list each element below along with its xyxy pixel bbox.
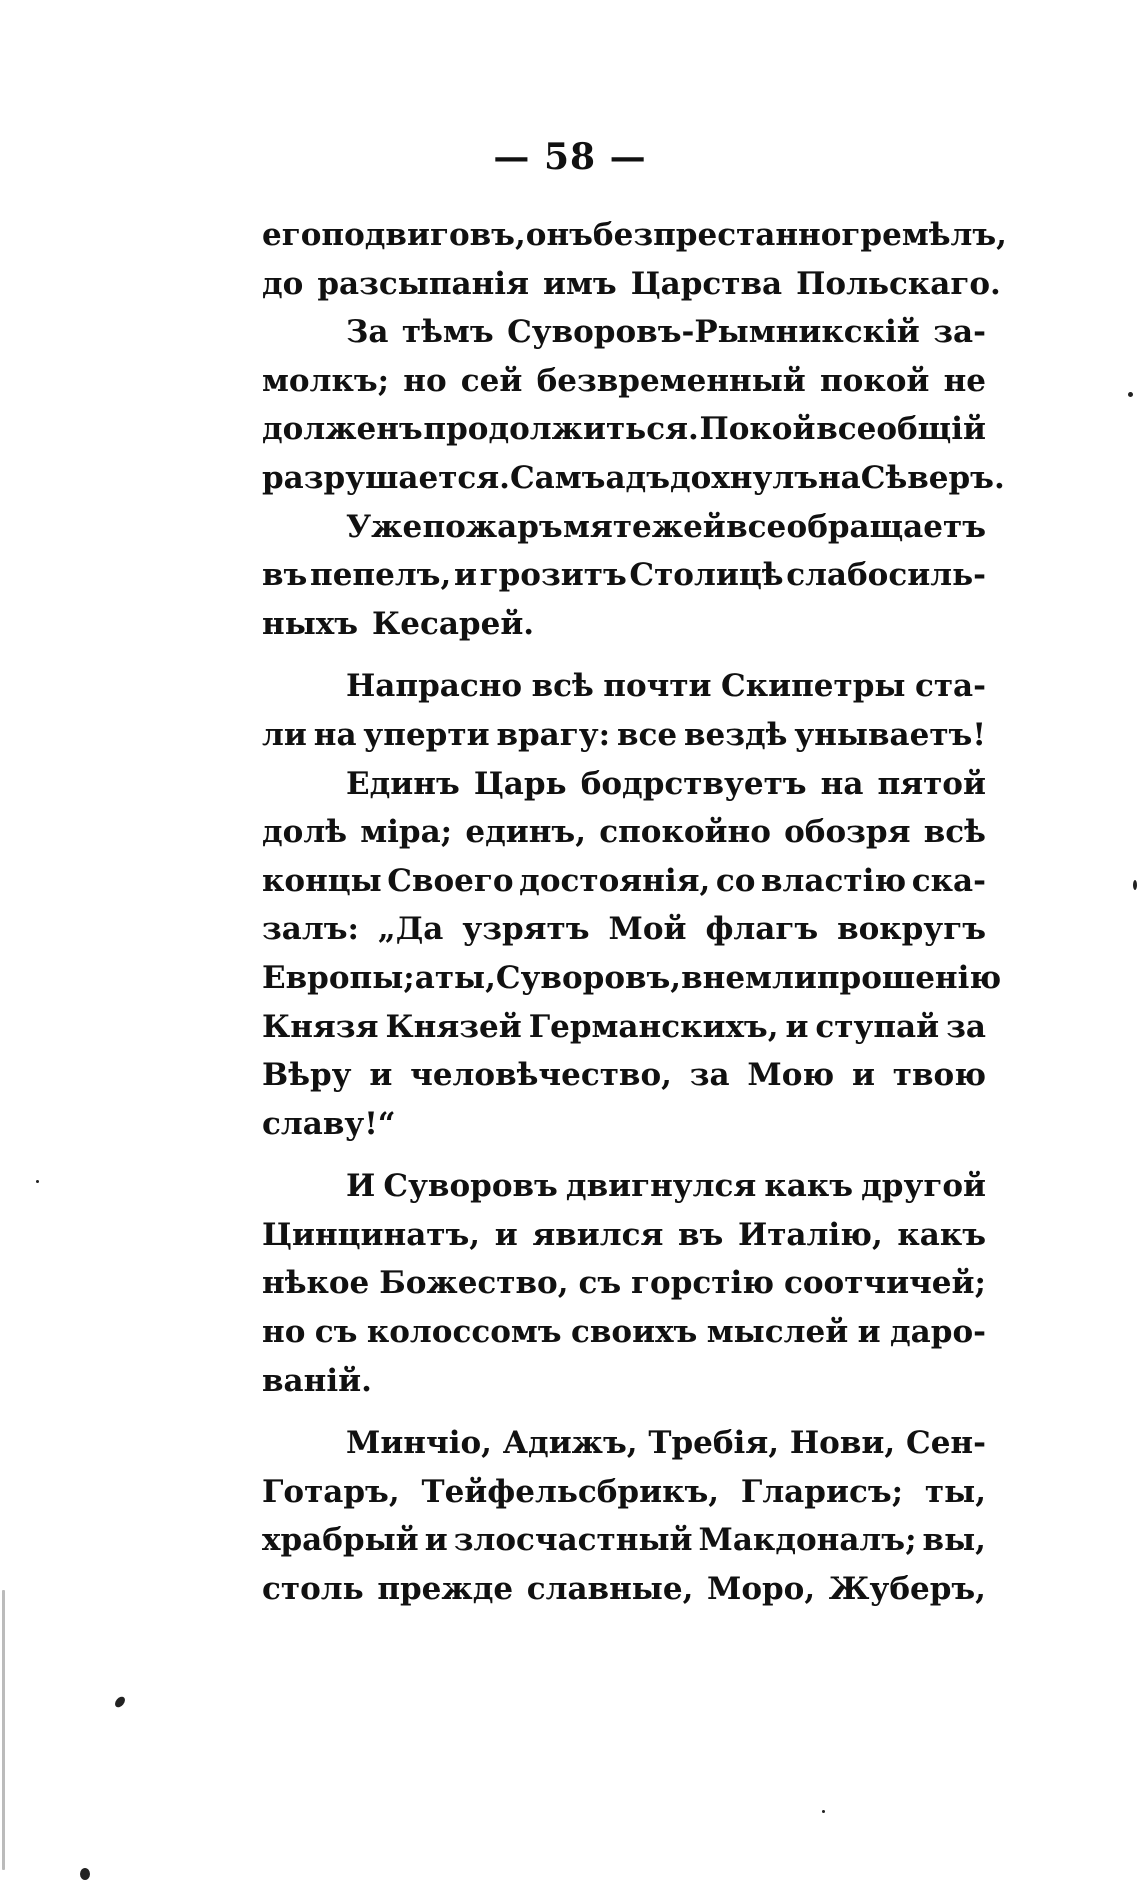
word: пепелъ, [310,557,452,594]
word: даро- [890,1314,986,1351]
word: адъ [605,459,670,496]
word: какъ [897,1216,986,1253]
text-line [262,911,986,960]
word: Тейфельсбрикъ, [421,1473,720,1510]
word: другой [861,1168,986,1205]
text-line [262,265,1001,315]
word: ста- [914,668,986,705]
text-line [262,959,1002,1009]
word: грозитъ [479,557,627,594]
text-line [262,1363,986,1412]
word: подвиговъ, [321,217,526,253]
body-text [262,217,1007,1620]
word: ступай [815,1008,940,1045]
word: Князей [385,1008,522,1045]
word: обозря [784,814,911,851]
text-line [262,717,986,766]
scan-speck [80,1868,90,1880]
word: съ [578,1265,622,1302]
word: унываетъ! [794,716,986,753]
word: Напрасно [346,668,523,705]
word: храбрый [262,1522,419,1559]
word: на [817,459,861,496]
word: нѣкое [262,1265,370,1302]
word: Италію, [737,1216,883,1253]
word: соотчичей; [783,1265,986,1302]
word: славу!“ [262,1105,396,1142]
word: колоссомъ [366,1314,562,1351]
word: молкъ; [262,362,390,399]
word: Скипетры [721,668,906,705]
text-line [262,606,986,655]
word: спокойно [599,814,771,851]
text-line [262,1474,986,1523]
word: Минчіо, [346,1425,492,1462]
word: столь [262,1571,364,1608]
word: человѣчество, [410,1057,672,1094]
text-line [262,1314,986,1363]
word: со [715,862,756,899]
word: За [346,314,389,351]
text-line [262,363,986,412]
word: Моро, [707,1571,816,1608]
word: вокругъ [837,911,986,948]
word: разсыпанія [317,265,529,302]
word: но [262,1314,306,1351]
word: ты, [924,1473,986,1510]
word: съ [314,1314,358,1351]
word: Жуберъ, [828,1571,986,1608]
text-line [262,668,986,717]
word: Адижъ, [502,1425,638,1462]
word: Кесарей. [372,605,535,642]
word: прежде [377,1571,514,1608]
word: горстію [631,1265,775,1302]
word: узрятъ [462,911,590,948]
word: все [726,508,787,545]
word: не [943,362,986,399]
word: на [820,765,864,802]
word: Нови, [789,1425,896,1462]
word: ли [262,716,307,753]
word: Мой [608,911,687,948]
text-line [262,814,986,863]
word: бодрствуетъ [580,765,807,802]
word: Уже [346,508,423,545]
scan-speck [2,1590,5,1870]
word: сей [460,362,523,399]
word: тѣмъ [401,314,494,351]
word: мыслей [706,1314,849,1351]
word: и [785,1008,809,1045]
word: ска- [911,862,986,899]
word: разрушается. [262,459,510,496]
word: на [313,716,357,753]
word: Столицѣ [629,557,784,594]
word: Польскаго. [796,265,1001,302]
text-line [262,766,986,815]
word: и [851,1057,875,1094]
word: злосчастный [453,1522,693,1559]
word: явился [532,1216,664,1253]
word: его [262,217,322,253]
word: ныхъ [262,605,359,642]
word: продолжиться. [423,411,699,448]
word: Вѣру [262,1057,352,1094]
word: за- [933,314,986,351]
word: и [857,1314,881,1351]
text-line [262,1009,986,1058]
word: Суворовъ [383,1168,558,1205]
word: двигнулся [565,1168,757,1205]
text-line [262,411,986,460]
word: уперти [363,716,490,753]
word: вездѣ [683,716,788,753]
word: Требія, [648,1425,780,1462]
word: за [689,1057,730,1094]
text-line [262,217,1007,266]
word: и [369,1057,393,1094]
word: Своего [387,862,514,899]
text-line [262,1571,986,1620]
scan-speck [1128,392,1133,397]
scan-speck [1133,880,1137,890]
word: флагъ [705,911,819,948]
word: врагу: [496,716,611,753]
word: Макдоналъ; [698,1522,917,1559]
word: пятой [877,765,986,802]
word: Князя [262,1008,379,1045]
word: обращаетъ [786,508,986,545]
word: покой [819,362,930,399]
word: и [494,1216,518,1253]
word: за [946,1008,986,1045]
text-line [262,1217,986,1266]
word: безвременный [536,362,806,399]
word: и [424,1522,448,1559]
text-line [262,1265,986,1314]
word: имъ [543,265,617,302]
word: какъ [764,1168,854,1205]
word: до [262,265,304,302]
text-line [262,1168,986,1217]
word: славные, [526,1571,694,1608]
word: въ [262,557,308,594]
word: всѣ [923,814,986,851]
word: Мою [747,1057,835,1094]
scan-speck [113,1695,127,1709]
word: Цинцинатъ, [262,1216,481,1253]
scan-speck [822,1810,825,1813]
word: Гларисъ; [740,1473,904,1510]
word: пожаръ [422,508,563,545]
word: мятежей [563,508,726,545]
word: Суворовъ, [495,959,682,996]
page-number: — 58 — [493,136,647,178]
word: Самъ [509,459,606,496]
word: всеобщій [816,411,986,448]
word: долѣ [262,814,347,851]
word: въ [678,1216,724,1253]
text-line [262,1522,986,1571]
word: безпрестанно [592,217,842,253]
word: Божество, [379,1265,569,1302]
word: онъ [525,217,593,253]
word: Покой [699,411,816,448]
word: но [403,362,447,399]
word: всѣ [531,668,594,705]
word: Сен- [906,1425,986,1462]
word: Царь [473,765,567,802]
word: Царства [630,265,783,302]
word: дохнулъ [669,459,818,496]
word: и [453,557,477,594]
word: Готаръ, [262,1473,400,1510]
word: слабосиль- [786,557,986,594]
word: Германскихъ, [528,1008,779,1045]
word: гремѣлъ, [841,217,1007,253]
word: „Да [377,911,444,948]
scan-speck [36,1180,39,1183]
text-line [262,863,986,912]
word: властію [761,862,907,899]
word: достоянія, [519,862,711,899]
word: своихъ [570,1314,698,1351]
word: Единъ [346,765,460,802]
text-line [262,1057,986,1106]
text-line [262,314,986,363]
word: концы [262,862,382,899]
word: единъ, [465,814,586,851]
word: залъ: [262,911,359,948]
word: ваній. [262,1362,372,1399]
word: міра; [360,814,453,851]
word: ты, [434,959,496,996]
word: вы, [922,1522,986,1559]
word: все [616,716,678,753]
text-line [262,1106,986,1155]
word: внемли [681,959,817,996]
word: Суворовъ-Рымникскій [507,314,920,351]
word: долженъ [262,411,423,448]
word: почти [603,668,712,705]
word: И [346,1168,376,1205]
word: твою [892,1057,986,1094]
text-line [262,509,986,558]
text-line [262,557,986,606]
text-line [262,459,1005,509]
word: прошенію [816,959,1002,996]
word: Сѣверъ. [860,459,1005,496]
word: а [414,959,435,996]
text-line [262,1425,986,1474]
word: Европы; [262,959,415,996]
